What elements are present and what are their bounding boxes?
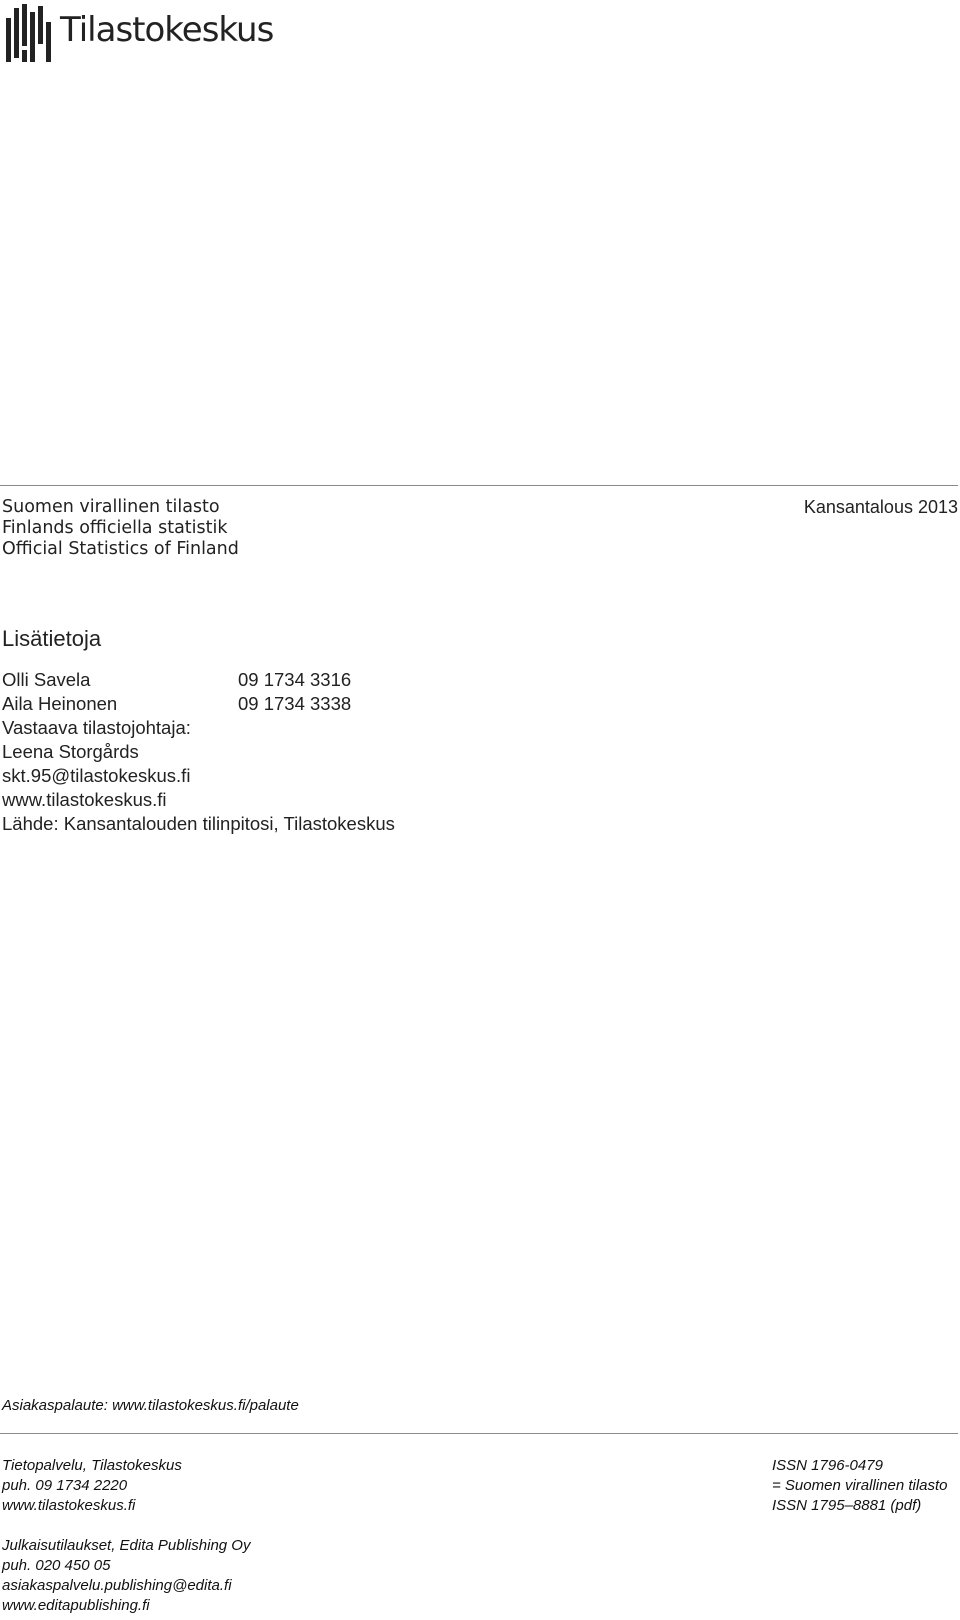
info-service-name: Tietopalvelu, Tilastokeskus [2,1457,182,1474]
contact-phone: 09 1734 3338 [238,693,352,714]
director-name: Leena Storgårds [2,741,139,762]
issn-print: ISSN 1796-0479 [772,1457,883,1474]
contact-phone: 09 1734 3316 [238,669,352,690]
publication-title: Kansantalous 2013 [803,497,958,517]
statistics-finland-logo [2,2,272,64]
contact-name: Olli Savela [2,669,91,690]
orders-email-link[interactable]: asiakaspalvelu.publishing@edita.fi [2,1577,232,1594]
orders-phone: puh. 020 450 05 [2,1557,111,1574]
info-service-web-link[interactable]: www.tilastokeskus.fi [2,1497,136,1514]
orders-name: Julkaisutilaukset, Edita Publishing Oy [2,1537,251,1554]
director-label: Vastaava tilastojohtaja: [2,717,191,738]
source-note: Lähde: Kansantalouden tilinpitosi, Tilastokeskus [2,813,395,834]
contact-email-link[interactable]: skt.95@tilastokeskus.fi [2,765,191,786]
series-name-fi: Suomen virallinen tilasto [2,497,220,517]
logo-wordmark: Tilastokeskus [60,10,274,50]
issn-pdf: ISSN 1795–8881 (pdf) [772,1497,922,1514]
footer-rule [0,1433,958,1434]
series-name-sv: Finlands officiella statistik [2,518,228,538]
header-rule [0,485,958,486]
contacts-heading: Lisätietoja [2,626,102,651]
contact-name: Aila Heinonen [2,693,118,714]
series-name-en: Official Statistics of Finland [2,539,239,559]
contact-web-link[interactable]: www.tilastokeskus.fi [2,789,167,810]
issn-series: = Suomen virallinen tilasto [772,1477,948,1494]
info-service-phone: puh. 09 1734 2220 [2,1477,128,1494]
feedback-link[interactable]: Asiakaspalaute: www.tilastokeskus.fi/palaute [2,1397,299,1414]
logo-mark-icon [2,2,58,64]
orders-web-link[interactable]: www.editapublishing.fi [2,1597,150,1614]
